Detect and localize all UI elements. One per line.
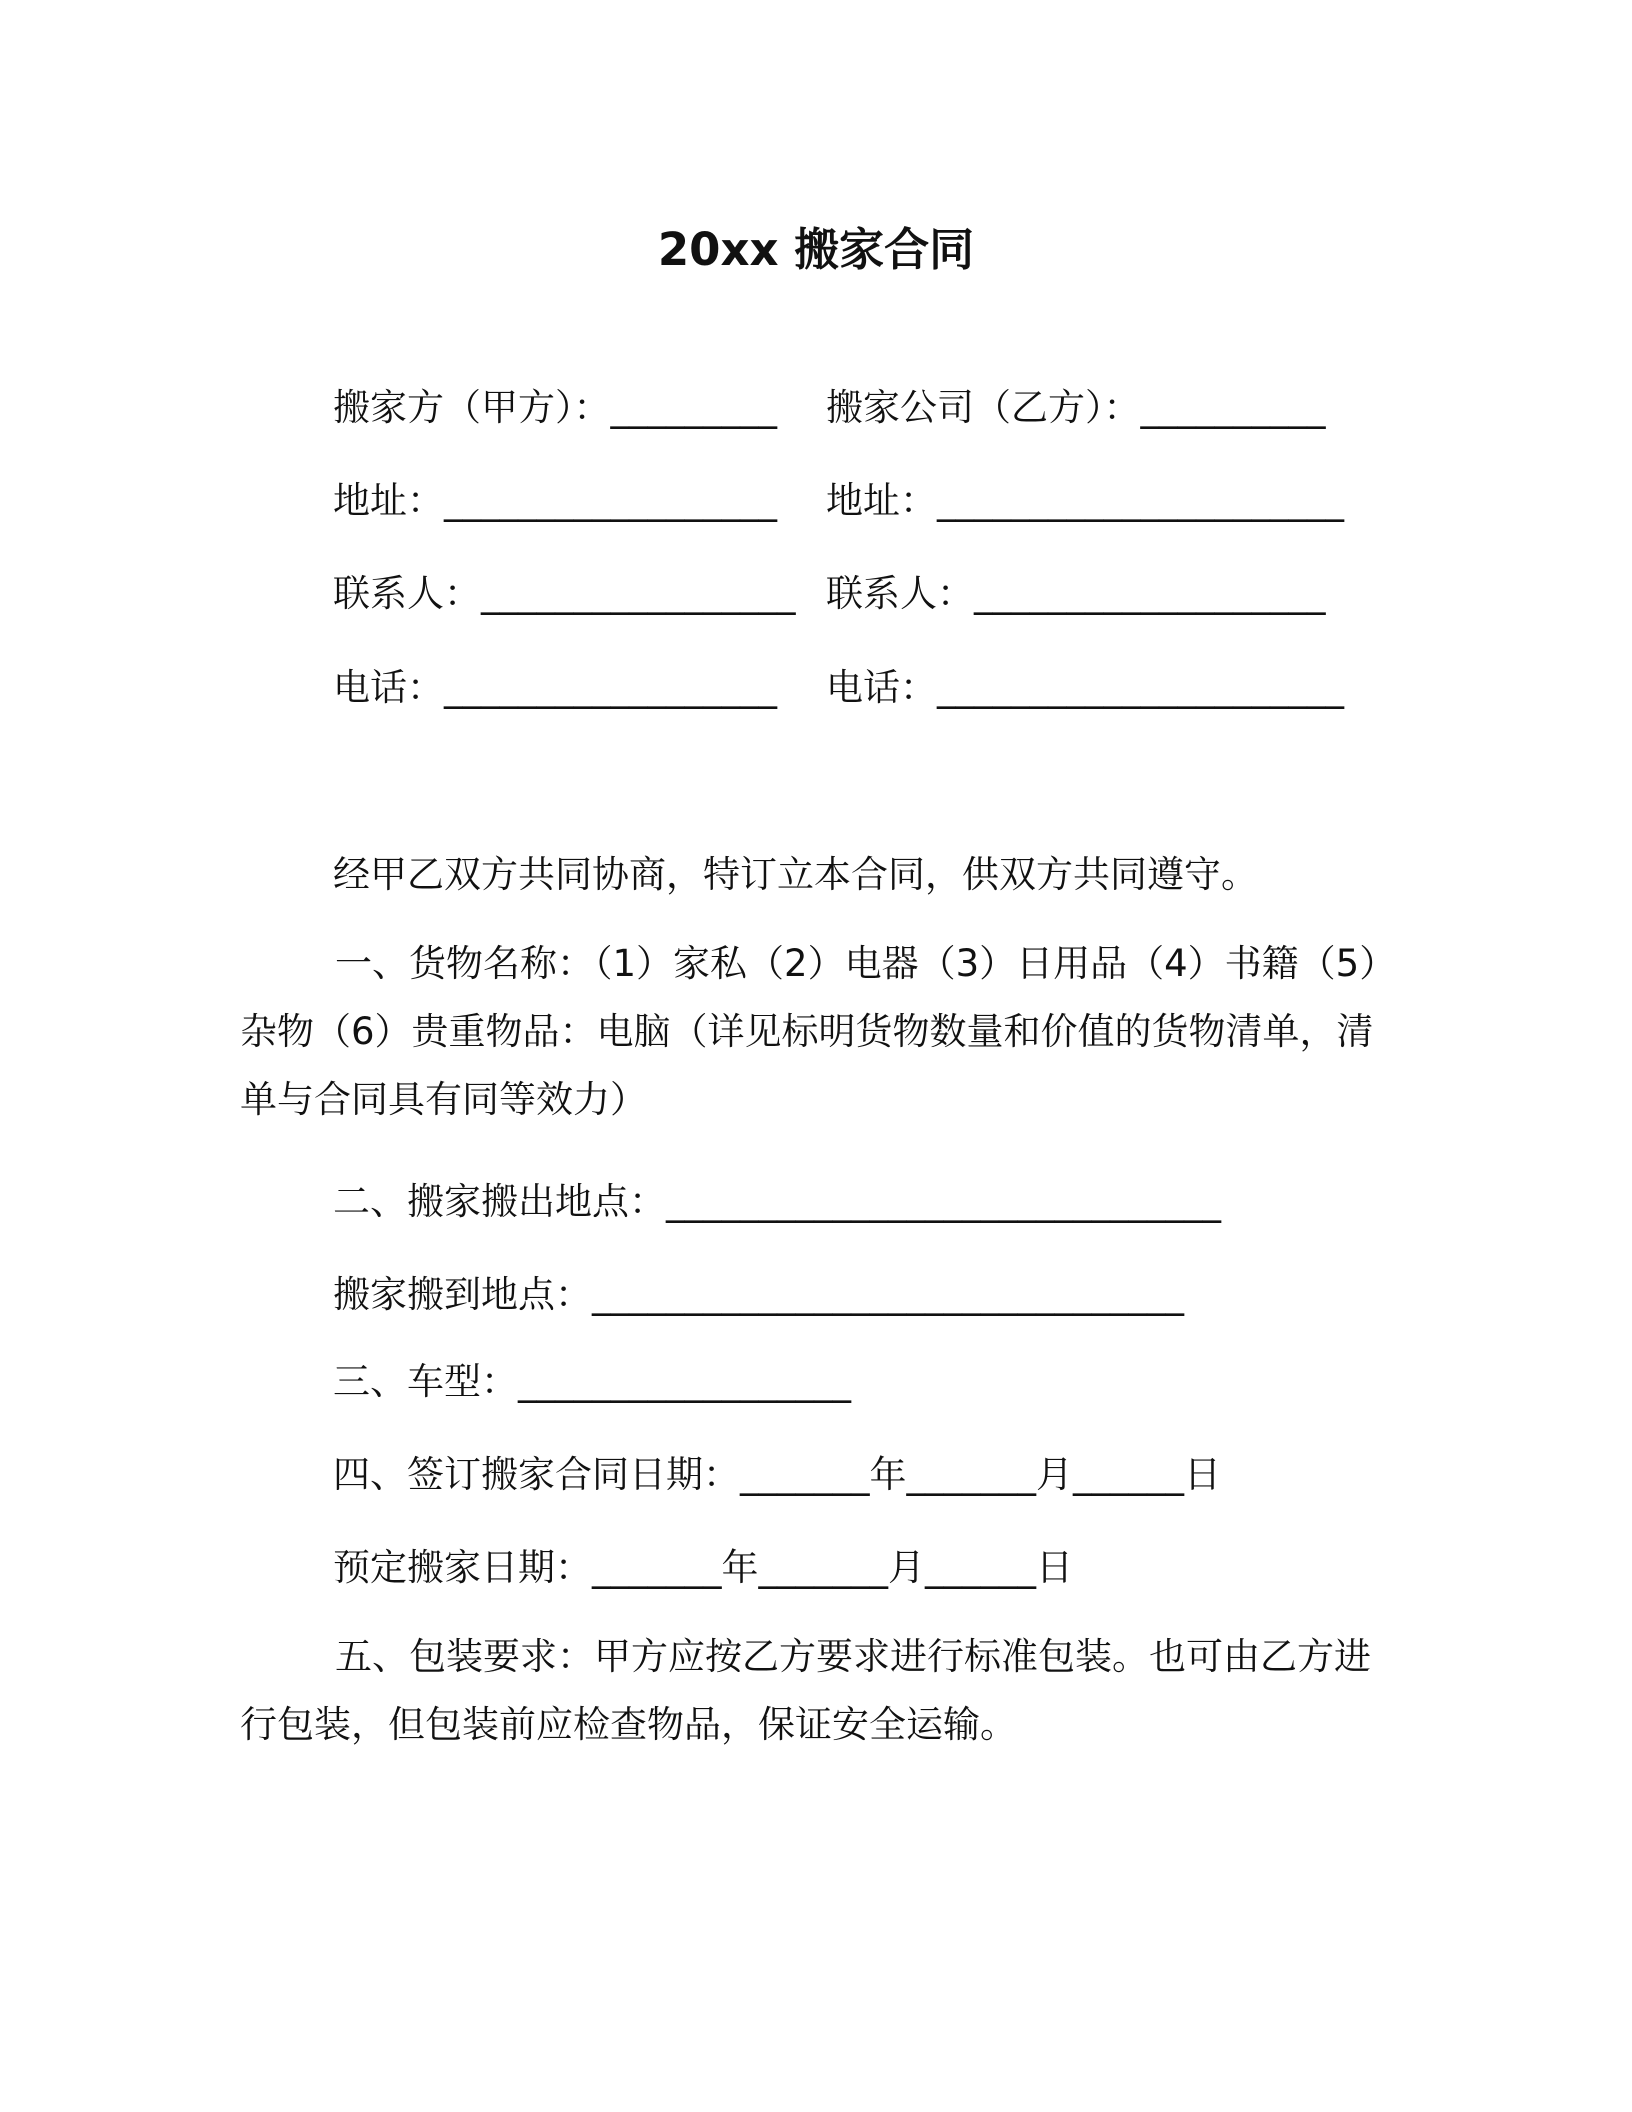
party-b-phone: 电话：______________________ <box>826 666 1344 709</box>
party-b-address: 地址：______________________ <box>826 479 1344 522</box>
clause-destination: 搬家搬到地点：________________________________ <box>333 1273 1184 1316</box>
party-a-contact: 联系人：_________________ <box>333 572 796 615</box>
clause-vehicle: 三、车型：__________________ <box>333 1360 851 1403</box>
clause-origin: 二、搬家搬出地点：______________________________ <box>333 1180 1221 1223</box>
clause-move-date: 预定搬家日期：_______年_______月______日 <box>333 1546 1073 1589</box>
party-b-name: 搬家公司（乙方）：__________ <box>826 386 1326 429</box>
clause-goods: 一、货物名称：（1）家私（2）电器（3）日用品（4）书籍（5）杂物（6）贵重物品：电脑（详见标明货物数量和价值的货物清单，清单与合同具有同等效力） <box>240 942 1397 1121</box>
intro-paragraph: 经甲乙双方共同协商，特订立本合同，供双方共同遵守。 <box>333 853 1258 896</box>
document-title: 20xx 搬家合同 <box>657 223 975 276</box>
party-a-phone: 电话：__________________ <box>333 666 777 709</box>
party-a-name: 搬家方（甲方）：_________ <box>333 386 777 429</box>
party-a-address: 地址：__________________ <box>333 479 777 522</box>
clause-sign-date: 四、签订搬家合同日期：_______年_______月______日 <box>333 1453 1221 1496</box>
party-b-contact: 联系人：___________________ <box>826 572 1326 615</box>
clause-packing: 五、包装要求：甲方应按乙方要求进行标准包装。也可由乙方进行包装，但包装前应检查物品，保证安全运输。 <box>240 1635 1371 1746</box>
